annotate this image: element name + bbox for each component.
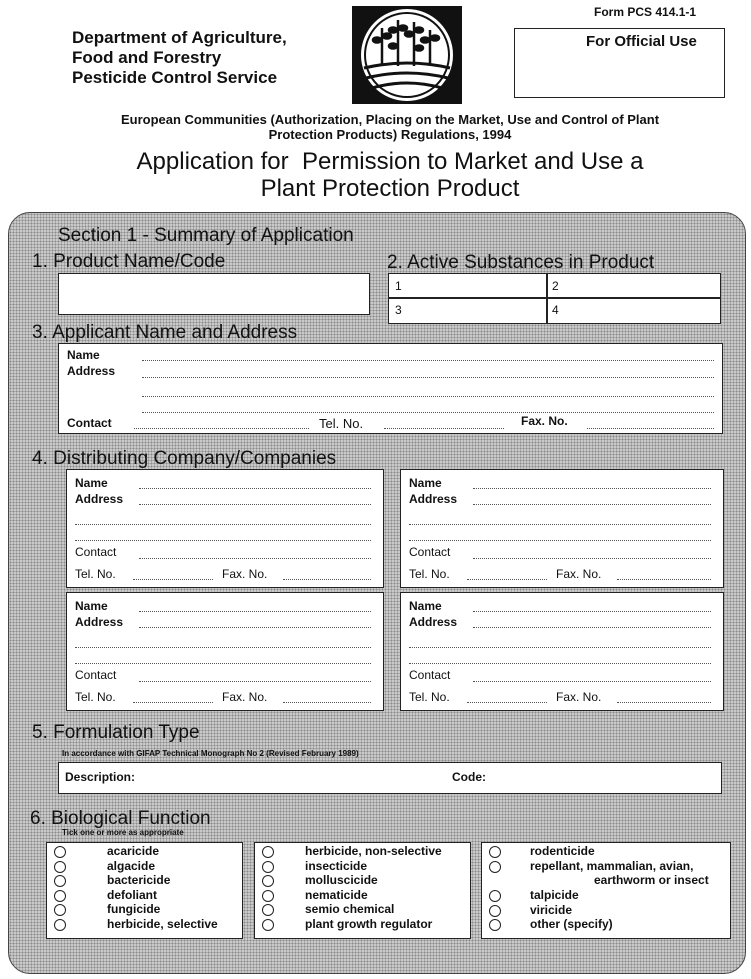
distributor-fax-label: Fax. No. [222, 567, 268, 581]
applicant-name-label: Name [67, 348, 100, 362]
department-logo [352, 6, 462, 104]
distributor-address-field-3[interactable] [409, 540, 711, 541]
function-option-label: plant growth regulator [305, 916, 433, 931]
formulation-box [58, 762, 722, 794]
distributor-tel-label: Tel. No. [75, 690, 116, 704]
distributor-tel-label: Tel. No. [75, 567, 116, 581]
distributor-address-label: Address [409, 615, 458, 629]
biological-column-3 [481, 842, 731, 939]
function-checkbox[interactable] [262, 890, 274, 902]
function-option-label: molluscicide [305, 873, 378, 887]
distributor-fax-field[interactable] [617, 579, 711, 580]
distributor-name-field[interactable] [473, 611, 711, 612]
applicant-fax-label: Fax. No. [521, 414, 568, 428]
distributor-box [66, 592, 384, 711]
distributor-address-field-2[interactable] [75, 647, 371, 648]
function-option-label: algacide [107, 858, 156, 873]
active-cell-2[interactable]: 2 [552, 279, 559, 293]
distributor-fax-label: Fax. No. [556, 567, 602, 581]
applicant-address-field-3[interactable] [142, 412, 714, 413]
function-checkbox[interactable] [54, 904, 66, 916]
distributor-address-field-1[interactable] [473, 627, 711, 628]
function-checkbox[interactable] [489, 905, 501, 917]
function-option-label: herbicide, selective [107, 916, 218, 931]
applicant-name-field[interactable] [142, 360, 714, 361]
function-option-label: talpicide [530, 888, 579, 902]
applicant-tel-field[interactable] [384, 428, 504, 429]
distributor-address-label: Address [409, 492, 458, 506]
distributor-contact-label: Contact [75, 545, 117, 559]
distributor-contact-field[interactable] [473, 681, 711, 682]
distributor-fax-label: Fax. No. [222, 690, 268, 704]
distributor-contact-field[interactable] [139, 558, 371, 559]
distributor-fax-label: Fax. No. [556, 690, 602, 704]
department-name [72, 28, 287, 88]
function-checkbox[interactable] [54, 890, 66, 902]
applicant-contact-label: Contact [67, 416, 112, 430]
title-line-1: Application for Permission to Market and Use a [136, 148, 644, 175]
applicant-contact-field[interactable] [134, 428, 309, 429]
distributor-name-label: Name [75, 476, 108, 490]
function-option-label: nematicide [305, 887, 368, 902]
distributor-address-label: Address [75, 492, 124, 506]
function-checkbox[interactable] [489, 861, 501, 873]
distributor-fax-field[interactable] [617, 702, 711, 703]
biological-column-1 [46, 842, 243, 939]
regulations-text [60, 112, 720, 142]
distributor-address-label: Address [75, 615, 124, 629]
function-checkbox[interactable] [262, 875, 274, 887]
function-option-label: acaricide [107, 844, 160, 858]
function-option-label-continued: earthworm or insect [594, 873, 709, 887]
active-substances-table [388, 273, 721, 324]
distributor-name-label: Name [409, 476, 442, 490]
distributor-name-field[interactable] [473, 488, 711, 489]
distributor-address-field-2[interactable] [409, 524, 711, 525]
distributor-tel-field[interactable] [467, 579, 547, 580]
distributor-contact-label: Contact [409, 545, 451, 559]
function-checkbox[interactable] [489, 919, 501, 931]
distributor-address-field-2[interactable] [409, 647, 711, 648]
distributor-box [400, 592, 724, 711]
distributor-box [400, 469, 724, 588]
description-field[interactable] [155, 765, 445, 791]
dept-line-1: Department of Agriculture, [72, 28, 287, 47]
active-cell-4[interactable]: 4 [552, 303, 559, 317]
distributor-address-field-3[interactable] [75, 540, 371, 541]
distributor-name-label: Name [75, 599, 108, 613]
distributor-contact-field[interactable] [139, 681, 371, 682]
formulation-heading: 5. Formulation Type [32, 722, 200, 743]
applicant-address-label: Address [67, 364, 116, 378]
active-cell-1[interactable]: 1 [395, 279, 402, 293]
official-use-box [514, 28, 725, 98]
function-option-label: bactericide [107, 873, 171, 887]
form-code: Form PCS 414.1-1 [594, 5, 697, 19]
distributor-address-field-3[interactable] [75, 663, 371, 664]
function-checkbox[interactable] [54, 875, 66, 887]
code-label: Code: [452, 770, 486, 784]
distributor-tel-field[interactable] [133, 702, 213, 703]
applicant-heading: 3. Applicant Name and Address [32, 322, 298, 343]
distributor-tel-label: Tel. No. [409, 690, 450, 704]
applicant-box [58, 343, 723, 434]
distributor-tel-label: Tel. No. [409, 567, 450, 581]
function-option-label: fungicide [107, 902, 161, 916]
biological-heading: 6. Biological Function [30, 808, 211, 829]
function-option-label: defoliant [107, 887, 157, 902]
function-checkbox[interactable] [489, 890, 501, 902]
biological-column-2 [254, 842, 471, 939]
code-field[interactable] [501, 765, 711, 791]
applicant-address-field-1[interactable] [142, 377, 714, 378]
formulation-note: In accordance with GIFAP Technical Monograph No 2 (Revised February 1989) [62, 749, 359, 758]
function-option-label: other (specify) [530, 917, 613, 931]
function-checkbox[interactable] [54, 861, 66, 873]
distributor-address-field-2[interactable] [75, 524, 371, 525]
distributor-box [66, 469, 384, 588]
function-checkbox[interactable] [262, 919, 274, 931]
distributor-name-field[interactable] [139, 611, 371, 612]
applicant-tel-label: Tel. No. [319, 416, 364, 431]
regs-line-2: Protection Products) Regulations, 1994 [268, 127, 512, 142]
function-option-label: repellant, mammalian, avian, [530, 858, 694, 873]
function-checkbox[interactable] [489, 846, 501, 858]
product-name-heading: 1. Product Name/Code [32, 251, 226, 272]
distributors-heading: 4. Distributing Company/Companies [32, 448, 337, 469]
function-option-label: herbicide, non-selective [305, 844, 442, 858]
active-cell-3[interactable]: 3 [395, 303, 402, 317]
distributor-tel-field[interactable] [467, 702, 547, 703]
page-title [40, 148, 740, 202]
distributor-contact-label: Contact [409, 668, 451, 682]
title-line-2: Plant Protection Product [260, 175, 520, 202]
distributor-tel-field[interactable] [133, 579, 213, 580]
function-checkbox[interactable] [262, 861, 274, 873]
function-checkbox[interactable] [262, 846, 274, 858]
function-checkbox[interactable] [54, 919, 66, 931]
distributor-name-field[interactable] [139, 488, 371, 489]
function-option-label: rodenticide [530, 844, 595, 858]
product-name-input[interactable] [58, 273, 370, 315]
function-option-label: insecticide [305, 858, 368, 873]
distributor-address-field-3[interactable] [409, 663, 711, 664]
distributor-fax-field[interactable] [283, 579, 371, 580]
distributor-address-field-1[interactable] [139, 504, 371, 505]
distributor-address-field-1[interactable] [473, 504, 711, 505]
function-option-label: viricide [530, 902, 573, 917]
applicant-address-field-2[interactable] [142, 396, 714, 397]
function-checkbox[interactable] [262, 904, 274, 916]
dept-line-3: Pesticide Control Service [72, 68, 278, 87]
official-use-label: For Official Use [586, 33, 697, 50]
dept-line-2: Food and Forestry [72, 48, 222, 67]
distributor-contact-label: Contact [75, 668, 117, 682]
biological-note: Tick one or more as appropriate [62, 828, 184, 837]
regs-line-1: European Communities (Authorization, Placing on the Market, Use and Control of Plant [120, 112, 660, 127]
applicant-fax-field[interactable] [587, 428, 714, 429]
section-1-heading: Section 1 - Summary of Application [58, 225, 354, 246]
distributor-contact-field[interactable] [473, 558, 711, 559]
function-option-label: semio chemical [305, 902, 395, 916]
active-substances-heading: 2. Active Substances in Product [387, 252, 655, 273]
distributor-name-label: Name [409, 599, 442, 613]
description-label: Description: [65, 770, 136, 784]
distributor-fax-field[interactable] [283, 702, 371, 703]
distributor-address-field-1[interactable] [139, 627, 371, 628]
function-checkbox[interactable] [54, 846, 66, 858]
